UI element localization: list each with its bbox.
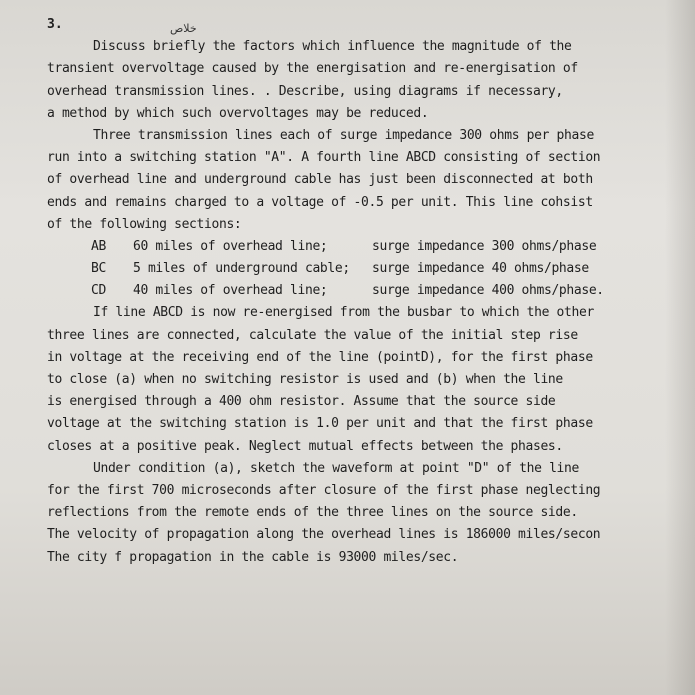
text-line: Three transmission lines each of surge impedance 300 ohms per phase — [93, 127, 594, 143]
text-line: ends and remains charged to a voltage of -0.5 per unit. This line cohsist — [47, 194, 593, 210]
section-surge-impedance: surge impedance 300 ohms/phase — [372, 238, 597, 254]
text-line: run into a switching station "A". A fourth line ABCD consisting of section — [47, 150, 601, 166]
section-row-cd — [47, 280, 687, 302]
text-line: of overhead line and underground cable has just been disconnected at both — [47, 172, 593, 188]
text-line: reflections from the remote ends of the three lines on the source side. — [47, 505, 578, 521]
text-line: Discuss briefly the factors which influence the magnitude of the — [93, 39, 572, 55]
text-line: for the first 700 microseconds after closure of the first phase neglecting — [47, 482, 601, 498]
section-description: 40 miles of overhead line; — [133, 283, 328, 299]
section-surge-impedance: surge impedance 40 ohms/phase — [372, 261, 589, 277]
section-row-bc — [47, 258, 687, 280]
text-line: three lines are connected, calculate the value of the initial step rise — [47, 327, 578, 343]
text-line: Under condition (a), sketch the waveform at point "D" of the line — [93, 460, 579, 476]
section-surge-impedance: surge impedance 400 ohms/phase. — [372, 283, 604, 299]
section-description: 5 miles of underground cable; — [133, 261, 350, 277]
section-id: AB — [91, 238, 106, 254]
text-line: voltage at the switching station is 1.0 per unit and that the first phase — [47, 416, 593, 432]
text-line: overhead transmission lines. . Describe, using diagrams if necessary, — [47, 83, 563, 99]
handwritten-mark: خلاص — [170, 22, 197, 35]
text-line: is energised through a 400 ohm resistor. Assume that the source side — [47, 394, 556, 410]
section-id: BC — [91, 261, 106, 277]
text-line: The velocity of propagation along the overhead lines is 186000 miles/secon — [47, 527, 601, 543]
text-line: in voltage at the receiving end of the line (pointD), for the first phase — [47, 349, 593, 365]
question-text — [47, 14, 687, 569]
text-line: The city f propagation in the cable is 93000 miles/sec. — [47, 549, 459, 565]
text-line: transient overvoltage caused by the energisation and re-energisation of — [47, 61, 578, 77]
text-line: closes at a positive peak. Neglect mutual effects between the phases. — [47, 438, 563, 454]
text-line: If line ABCD is now re-energised from the busbar to which the other — [93, 305, 594, 321]
text-line: of the following sections: — [47, 216, 242, 232]
section-id: CD — [91, 283, 106, 299]
section-description: 60 miles of overhead line; — [133, 238, 328, 254]
text-line: a method by which such overvoltages may be reduced. — [47, 105, 429, 121]
section-row-ab — [47, 236, 687, 258]
text-line: to close (a) when no switching resistor is used and (b) when the line — [47, 372, 563, 387]
question-number: 3. — [47, 17, 63, 32]
